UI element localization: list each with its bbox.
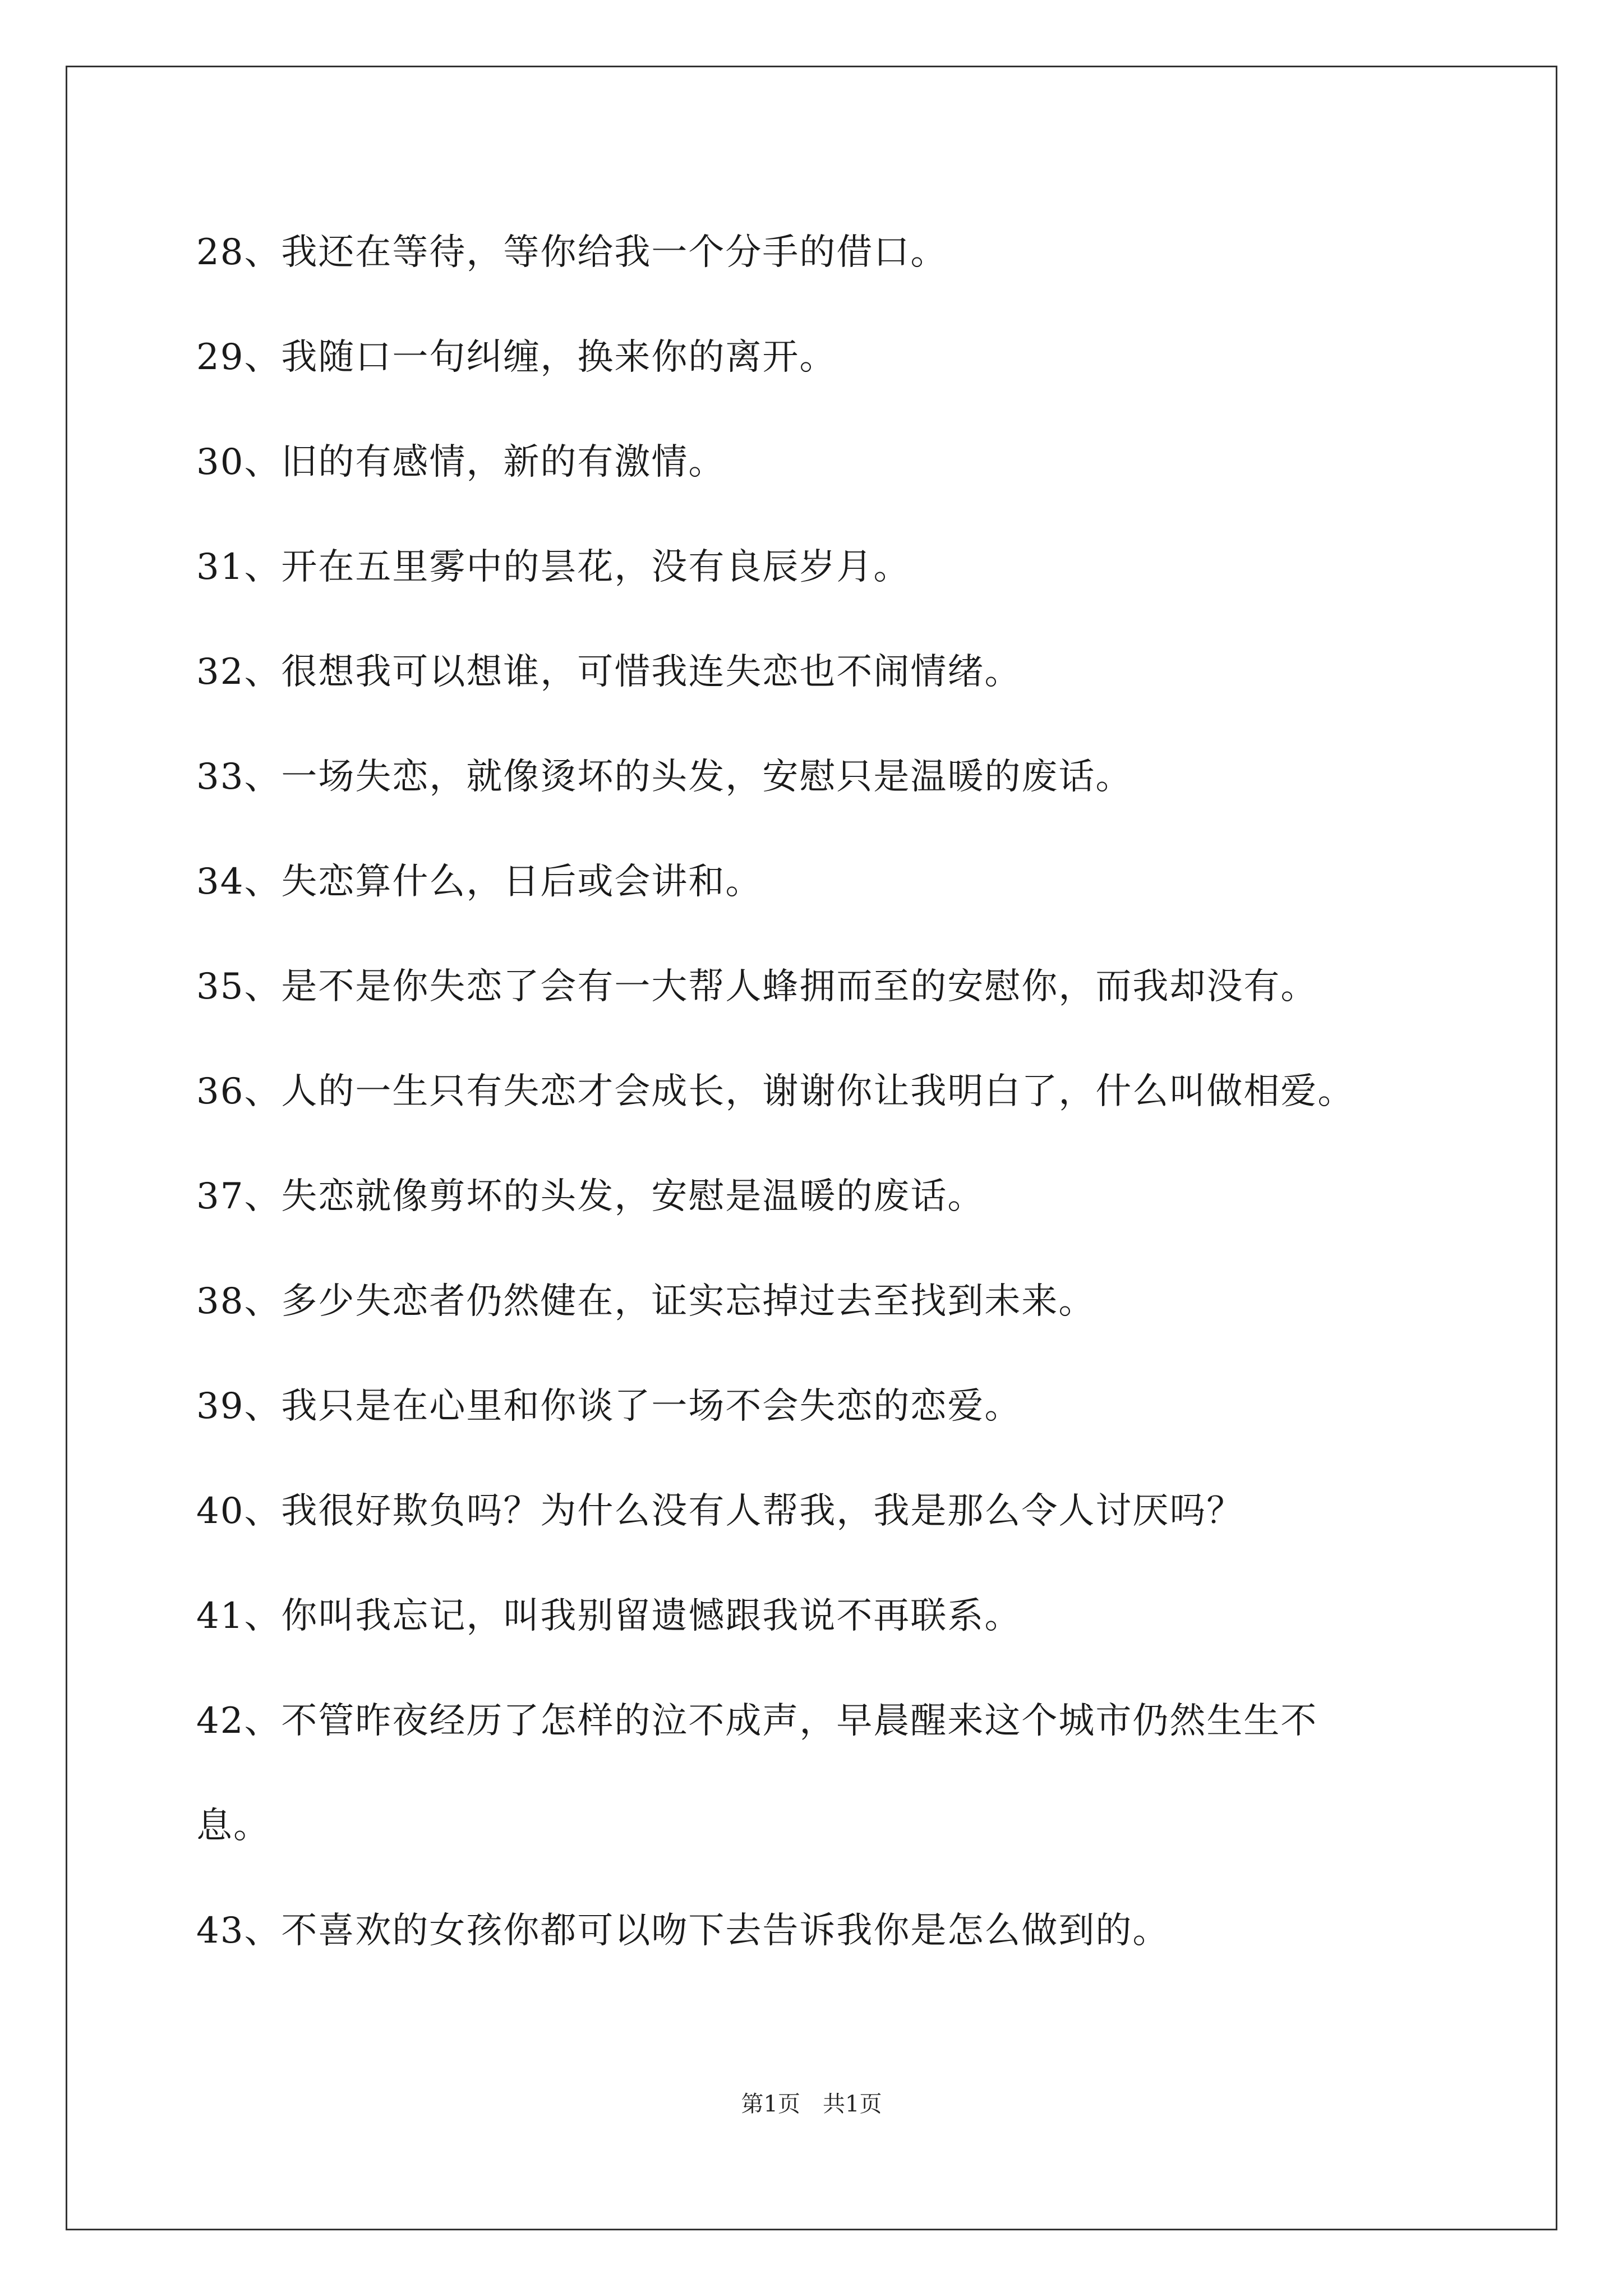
page-border (66, 66, 1557, 2230)
page-number-footer: 第1页 共1页 (741, 2091, 882, 2117)
text-line: 40、我很好欺负吗？为什么没有人帮我，我是那么令人讨厌吗？ (196, 1490, 1244, 1532)
text-line: 36、人的一生只有失恋才会成长，谢谢你让我明白了，什么叫做相爱。 (196, 1071, 1355, 1112)
text-line: 34、失恋算什么，日后或会讲和。 (196, 861, 763, 903)
text-line: 38、多少失恋者仍然健在，证实忘掉过去至找到未来。 (196, 1281, 1096, 1322)
text-line: 28、我还在等待，等你给我一个分手的借口。 (196, 232, 948, 273)
text-line: 39、我只是在心里和你谈了一场不会失恋的恋爱。 (196, 1386, 1022, 1427)
text-line: 29、我随口一句纠缠，换来你的离开。 (196, 337, 837, 378)
text-line: 37、失恋就像剪坏的头发，安慰是温暖的废话。 (196, 1176, 985, 1217)
text-line: 42、不管昨夜经历了怎样的泣不成声，早晨醒来这个城市仍然生生不 (196, 1700, 1318, 1742)
text-line: 33、一场失恋，就像烫坏的头发，安慰只是温暖的废话。 (196, 756, 1133, 798)
text-line: 31、开在五里雾中的昙花，没有良辰岁月。 (196, 546, 911, 588)
text-line: 43、不喜欢的女孩你都可以吻下去告诉我你是怎么做到的。 (196, 1910, 1170, 1952)
text-line: 41、你叫我忘记，叫我别留遗憾跟我说不再联系。 (196, 1595, 1022, 1637)
text-line: 35、是不是你失恋了会有一大帮人蜂拥而至的安慰你，而我却没有。 (196, 966, 1318, 1007)
text-line: 32、很想我可以想谁，可惜我连失恋也不闹情绪。 (196, 651, 1022, 693)
text-line: 30、旧的有感情，新的有激情。 (196, 441, 726, 483)
text-line: 息。 (196, 1805, 270, 1847)
